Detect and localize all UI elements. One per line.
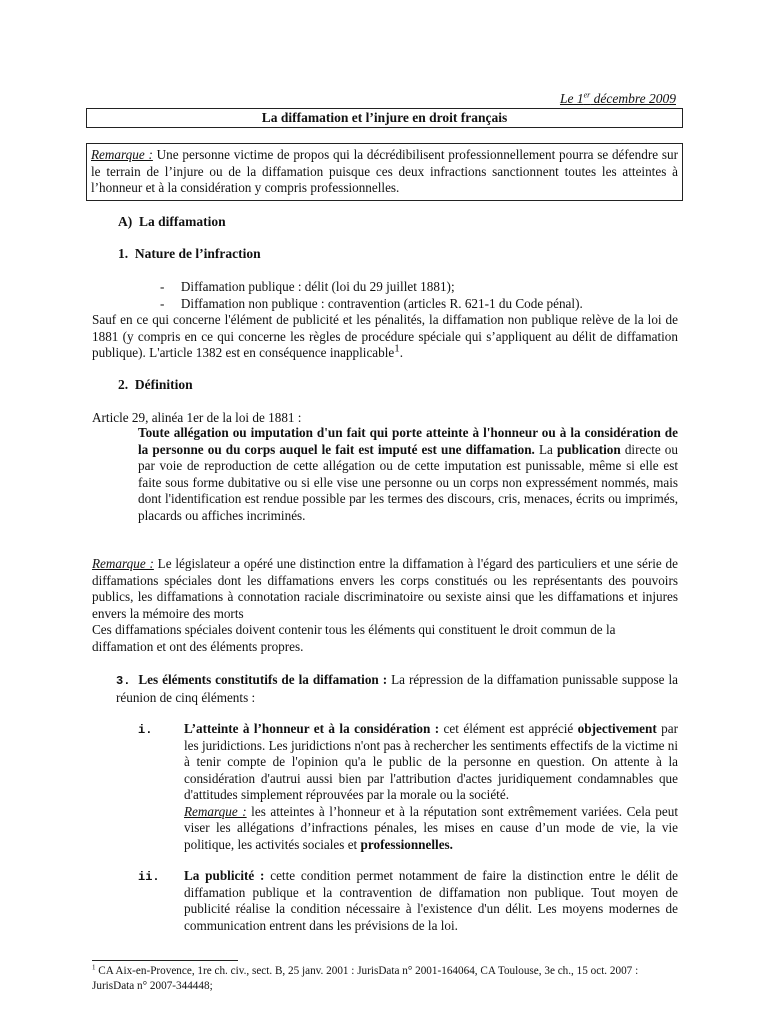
remark-paragraph: Remarque : Le législateur a opéré une distinction entre la diffamation à l'égard des particuliers et une série de diffamations spéciales dont les diffamations envers les corps constitués ou les représentants des pouvoirs publics, les diffamations à connotation raciale discriminatoire ou sexiste ainsi que les diffamations et injures envers la mémoire des morts	[92, 556, 678, 621]
document-title: La diffamation et l’injure en droit français	[86, 108, 683, 128]
item-i-text: L’atteinte à l’honneur et à la considération : cet élément est apprécié objectivement par les juridictions. Les juridictions n'ont pas à rechercher les sentiments effectifs de la victime ni à tenir compte de l'opinion qu'a le public de la personne en question. On attente à la considération d'autrui aussi bien par l'attribution d'actes juridiquement condamnables que d'attitudes simplement réprouvées par la morale ou la société. Remarque : les atteintes à l’honneur et à la réputation sont extrêmement variées. Cela peut viser les allégations d’infractions pénales, les mises en cause d’un mode de vie, la vie politique, les activités sociales et professionnelles.	[184, 721, 678, 852]
section-2-heading: 2. Définition	[118, 377, 193, 392]
footnote: $^1$ CA Aix-en-Provence, 1re ch. civ., sect. B, 25 janv. 2001 : JurisData n° 2001-164064, CA Toulouse, 3e ch., 15 oct. 2007 : JurisData n° 2007-344448;	[92, 963, 639, 992]
list-item: - Diffamation non publique : contravention (articles R. 621-1 du Code pénal).	[160, 296, 583, 311]
remark-box	[86, 143, 683, 201]
item-ii-text: La publicité : cette condition permet notamment de faire la distinction entre le délit de diffamation publique et la contravention de diffamation non publique. Tout moyen de publicité réalise la condition nécessaire à l'existence d'un délit. Les moyens modernes de communication entrent dans les prévisions de la loi.	[184, 868, 679, 933]
remark-label: Remarque :	[91, 147, 153, 162]
nature-paragraph: Sauf en ce qui concerne l'élément de publicité et les pénalités, la diffamation non publique relève de la loi de 1881 (y compris en ce qui concerne les règles de procédure spéciale qui s’appliquent au délit de diffamation publique). L'article 1382 est en conséquence inapplicable$^1$.	[92, 312, 678, 360]
item-ii-number: ii.	[138, 870, 160, 884]
article-intro: Article 29, alinéa 1er de la loi de 1881 :	[92, 410, 302, 425]
section-a-heading: A) La diffamation	[118, 214, 226, 229]
section-3-paragraph: 3. Les éléments constitutifs de la diffamation : La répression de la diffamation punissable suppose la réunion de cinq éléments :	[116, 672, 678, 705]
item-i-number: i.	[138, 723, 153, 737]
list-item: - Diffamation publique : délit (loi du 29 juillet 1881);	[160, 279, 455, 294]
footnote-separator	[92, 960, 238, 961]
section-1-heading: 1. Nature de l’infraction	[118, 246, 261, 261]
remark-paragraph-cont: Ces diffamations spéciales doivent contenir tous les éléments qui constituent le droit commun de la diffamation et ont des éléments propres.	[92, 622, 616, 654]
article-quote: Toute allégation ou imputation d'un fait qui porte atteinte à l'honneur ou à la considération de la personne ou du corps auquel le fait est imputé est une diffamation. La publication directe ou par voie de reproduction de cette allégation ou de cette imputation est punissable, même si elle est faite sous forme dubitative ou si elle vise une personne ou un corps non expressément nommés, mais dont l'identification est rendue possible par les termes des discours, cris, menaces, écrits ou imprimés, placards ou affiches incriminés.	[138, 425, 678, 523]
document-date: Le 1er décembre 2009	[559, 90, 676, 106]
remark-text: Une personne victime de propos qui la décrédibilisent professionnellement pourra se défendre sur le terrain de l’injure ou de la diffamation puisque ces deux infractions sanctionnent toutes les atteintes à l’honneur et à la considération y compris professionnelles.	[91, 147, 678, 195]
